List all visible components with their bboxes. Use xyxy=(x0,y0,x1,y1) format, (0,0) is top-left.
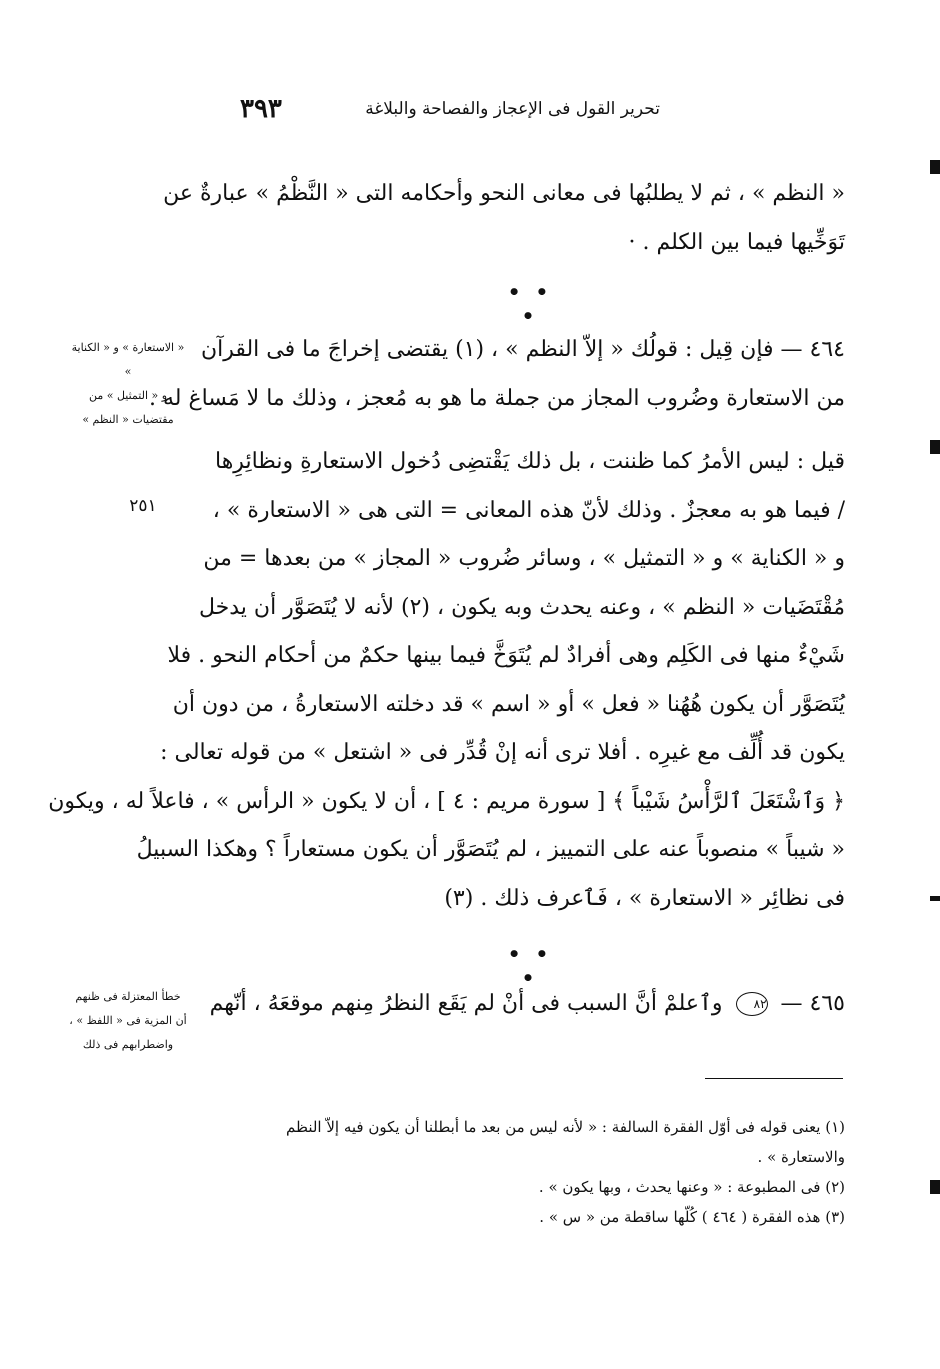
text-line: ٤٦٤ — فإن قِيل : قولُك « إلاّ النظم » ، (١) يقتضى إخراجَ ما فى القرآن xyxy=(200,337,845,362)
footnote-continuation: والاستعارة » . xyxy=(757,1148,845,1166)
text-line xyxy=(209,980,845,1029)
text-line: من الاستعارة وضُروب المجاز من جملة ما هو به مُعجز ، وذلك ما لا مَساغ له . xyxy=(148,385,845,411)
text-line: شَيْءٌ منها فى الكَلِم وهى أفرادٌ لم يُتَوَخَّ فيما بينها حكمٌ من أحكام النحو . فلا xyxy=(167,643,845,668)
text-line: و « الكناية » و « التمثيل » ، وسائر ضُروب « المجاز » من بعدها = من xyxy=(203,546,845,571)
side-note-line: و « التمثيل » من xyxy=(88,389,168,402)
text-line: يُتَصَوَّر أن يكون هُهُنا « فعل » أو « اسم » قد دخلته الاستعارةُ ، من دون أن xyxy=(172,691,845,717)
text-line: تَوَخِّيها فيما بين الكلم . · xyxy=(628,229,845,255)
side-note-line: مقتضيات « النظم » xyxy=(82,413,174,426)
text-line: يكون قد أُلِّف مع غيرِه . أفلا ترى أنه إنْ قُدِّر فى « اشتعل » من قوله تعالى : xyxy=(160,740,845,765)
page-number: ٣٩٣ xyxy=(240,94,282,124)
section-separator: • • • xyxy=(507,942,553,990)
text-line: فى نظائِر « الاستعارة » ، فَٱعرف ذلك . (٣) xyxy=(444,885,845,911)
footnotes xyxy=(215,1112,845,1232)
side-note-line: واضطرابهم فى ذلك xyxy=(82,1038,174,1051)
scan-edge-mark xyxy=(930,896,940,901)
footnote: (١) يعنى قوله فى أوّل الفقرة السالفة : « لأنه ليس من بعد ما أبطلنا أن يكون فيه إلاّ النظم xyxy=(286,1118,845,1136)
text-line: « النظم » ، ثم لا يطلبُها فى معانى النحو وأحكامه التى « النَّظْمُ » عبارةٌ عن xyxy=(163,181,845,206)
circled-number: ٨٢ xyxy=(736,992,768,1016)
running-title: تحرير القول فى الإعجاز والفصاحة والبلاغة xyxy=(365,99,660,119)
margin-page-number: ٢٥١ xyxy=(129,496,157,516)
paragraph-text: وٱعلمْ أنَّ السبب فى أنْ لم يَقَع النظرُ مِنهم موقعَهُ ، أنّهم xyxy=(209,991,723,1016)
footnote-rule xyxy=(705,1078,843,1079)
side-note-line: « الاستعارة » و « الكناية » xyxy=(71,341,185,378)
side-note-line: خطأ المعتزلة فى ظنهم xyxy=(75,990,181,1003)
scan-edge-mark xyxy=(930,440,940,454)
side-note-line: أن المزية فى « اللفظ » ، xyxy=(69,1014,187,1027)
paragraph-number: ٤٦٥ — xyxy=(780,991,845,1016)
side-note-metaphor xyxy=(68,336,188,432)
text-line: ﴿ وَٱشْتَعَلَ ٱلرَّأْسُ شَيْباً ﴾ [ سورة مريم : ٤ ] ، أن لا يكون « الرأس » ، فاعلاً له ، ويكون xyxy=(48,788,845,814)
text-line: قيل : ليس الأمرُ كما ظننت ، بل ذلك يَقْتضِى دُخول الاستعارةِ ونظائِرِها xyxy=(215,449,845,474)
text-line: / فيما هو به معجزٌ . وذلك لأنّ هذه المعانى = التى هى « الاستعارة » ، xyxy=(212,497,845,523)
text-line: مُقْتَضَيات « النظم » ، وعنه يحدث وبه يكون ، (٢) لأنه لا يُتَصَوَّر أن يدخل xyxy=(199,594,845,620)
paragraph-465 xyxy=(209,980,845,1029)
scan-edge-mark xyxy=(930,1180,940,1194)
text-line: « شيباً » منصوباً عنه على التمييز ، لم يُتَصَوَّر أن يكون مستعاراً ؟ وهكذا السبيلُ xyxy=(136,837,845,862)
paragraph-464 xyxy=(148,326,845,423)
paragraph-top xyxy=(163,170,845,267)
footnote: (٣) هذه الفقرة ( ٤٦٤ ) كُلّها ساقطة من « س » . xyxy=(539,1208,845,1226)
scan-edge-mark xyxy=(930,160,940,174)
section-separator: • • • xyxy=(507,280,553,328)
side-note-mutazila xyxy=(68,985,188,1057)
page-header xyxy=(240,92,660,126)
footnote: (٢) فى المطبوعة : « وعنها يحدث ، وبها يكون » . xyxy=(538,1178,845,1196)
